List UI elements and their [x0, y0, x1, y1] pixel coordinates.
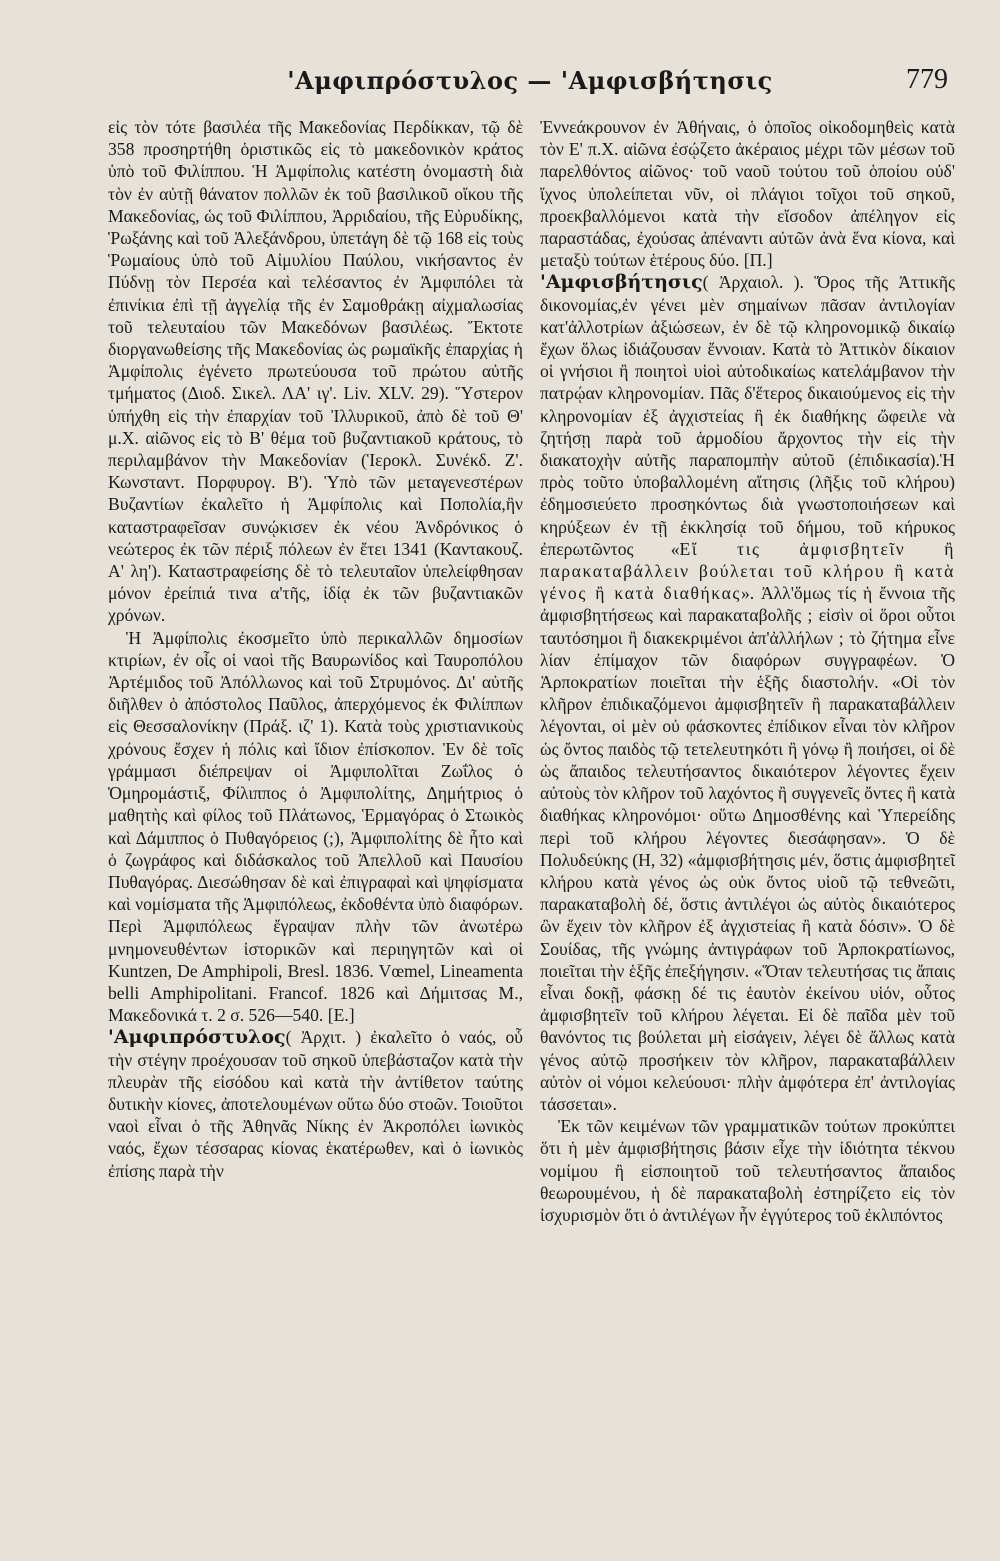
herald-quote: Εἴ τις ἀμφισβητεῖν ἢ παρακαταβάλλειν βούλεται τοῦ κλήρου ἢ κατὰ γένος ἢ κατὰ διαθήκας	[540, 538, 955, 604]
entry-label: ( Ἀρχαιολ. ).	[702, 272, 804, 293]
entry-text: Ὅρος τῆς Ἀττικῆς δικονομίας,ἐν γένει μὲν σημαίνων πᾶσαν ἀντιλογίαν κατ'ἀλλοτρίων ἀξιώσεων, ἐν δὲ τῷ κληρονομικῷ δικαίῳ ἔχων ὅλως ἰδιάζουσαν ἔννοιαν. Κατὰ τὸ Ἀττικὸν δίκαιον οἱ γνήσιοι ἢ ποιητοὶ υἱοὶ αὐτοδικαίως κατελάμβανον τὴν πατρῴαν κληρονομίαν. Πᾶς δ'ἕτερος δικαιούμενος εἰς τὴν κληρονομίαν ἐξ ἀγχιστείας ἢ ἐκ διαθήκης ὤφειλε νὰ ζητήσῃ παρὰ τοῦ ἁρμοδίου ἄρχοντος τὴν εἰς τὴν διακατοχὴν αὐτῆς παραπομπὴν αὐτοῦ (ἐπιδικασία).Ἡ πρὸς τοῦτο ὑποβαλλομένη αἴτησις (λῆξις τοῦ κλήρου) ἐδημοσιεύετο προσηκόντως διὰ γνωστοποιήσεων καὶ κηρύξεων ἐν τῇ ἐκκλησίᾳ τοῦ δήμου, τοῦ κήρυκος ἐπερωτῶντος «	[540, 272, 956, 559]
right-column	[540, 116, 955, 1226]
left-column	[108, 116, 523, 1182]
entry-text: ἐκαλεῖτο ὁ ναός, οὗ τὴν στέγην προέχουσαν τοῦ σηκοῦ ὑπεβάσταζον κατὰ τὴν πλευρὰν τῆς εἰσόδου καὶ κατὰ τὴν ἀντίθετον ταύτης δυτικὴν κίονες, ἀποτελουμένων οὕτω δύο στοῶν. Τοιοῦτοι ναοὶ εἶναι ὁ τῆς Ἀθηνᾶς Νίκης ἐν Ἀκροπόλει ἰωνικὸς ναός, ἔχων τέσσαρας κίονας ἑκατέρωθεν, καὶ ὁ ἰωνικὸς ἐπίσης παρὰ τὴν	[108, 1027, 524, 1181]
entry-amphisbetesis	[540, 271, 955, 1115]
left-paragraph-2: Ἡ Ἀμφίπολις ἐκοσμεῖτο ὑπὸ περικαλλῶν δημοσίων κτιρίων, ἐν οἷς οἱ ναοὶ τῆς Βαυρωνίδος καὶ Ταυροπόλου Ἀρτέμιδος τοῦ Ἀπόλλωνος καὶ τοῦ Στρυμόνος. Δι' αὐτῆς διῆλθεν ὁ ἀπόστολος Παῦλος, ἀπερχόμενος ἐκ Φιλίππων εἰς Θεσσαλονίκην (Πράξ. ιζ' 1). Κατὰ τοὺς χριστιανικοὺς χρόνους ἔσχεν ἡ πόλις καὶ ἴδιον ἐπίσκοπον. Ἐν δὲ τοῖς γράμμασι διέπρεψαν οἱ Ἀμφιπολῖται Ζωΐλος ὁ Ὁμηρομάστιξ, Φίλιππος ὁ Ἀμφιπολίτης, Δημήτριος ὁ μαθητὴς καὶ φίλος τοῦ Πλάτωνος, Ἑρμαγόρας ὁ Στωικὸς καὶ Δάμιππος ὁ Πυθαγόρειος (;), Ἀμφιπολίτης δὲ ἦτο καὶ ὁ ζωγράφος καὶ διδάσκαλος τοῦ Ἀπελλοῦ καὶ Παυσίου Πυθαγόρας. Διεσώθησαν δὲ καὶ ἐπιγραφαὶ καὶ ψηφίσματα καὶ νομίσματα τῆς Ἀμφιπόλεως, ἐκδοθέντα ὑπὸ διαφόρων. Περὶ Ἀμφιπόλεως ἔγραψαν πλὴν τῶν ἀνωτέρω μνημονευθέντων ἱστορικῶν καὶ περιηγητῶν καὶ οἱ Kuntzen, De Amphipoli, Bresl. 1836. Vœmel, Lineamenta belli Amphipolitani. Francof. 1826 καὶ Δήμιτσας Μ., Μακεδονικά τ. 2 σ. 526—540. [Ε.]	[108, 627, 523, 1026]
entry-text-continued: ». Ἀλλ'ὅμως τίς ἡ ἔννοια τῆς ἀμφισβητήσεως καὶ παρακαταβολῆς ; εἰσὶν οἱ ὅροι οὗτοι ταυτόσημοι ἢ διακεκριμένοι ἀπ'ἀλλήλων ; τὸ ζήτημα εἶνε λίαν ἐπίμαχον τῶν διαφόρων συγγραφέων. Ὁ Ἁρποκρατίων ποιεῖται τὴν ἑξῆς διαστολήν. «Οἱ τὸν κλῆρον ἐπιδικαζόμενοι ἀμφισβητεῖν ἢ παρακαταβάλλειν λέγονται, οἱ μὲν οὐ φάσκοντες ἐπίδικον εἶναι τὸν κλῆρον ὡς ὄντος παιδὸς τῷ τετελευτηκότι ἢ γόνῳ ἢ ποιήσει, οἱ δὲ ὡς ἄπαιδος τελευτήσαντος δικαιότερον λέγοντες ἔχειν αὐτοὺς τὸν κλῆρον τοῦ λαχόντος ἢ συγγενεῖς ὄντες ἢ κατὰ διαθήκας κληρονόμοι· οὕτω Δημοσθένης καὶ Ὑπερείδης περὶ τοῦ κλήρου λέγοντες διεσάφησαν». Ὁ δὲ Πολυδεύκης (Η, 32) «ἀμφισβήτησις μέν, ὅστις ἀμφισβητεῖ κλήρου κατὰ γένος ὡς οὐκ ὄντος υἱοῦ τῷ τεθνεῶτι, παρακαταβολὴ δέ, ὅστις ἀντιλέγοι ὡς αὐτὸς δικαιότερος ὢν ἔχειν τὸν κλῆρον ἐξ ἀγχιστείας ἢ κατὰ δόσιν». Ὁ δὲ Σουίδας, τῆς γνώμης ἀντιγράφων τοῦ Ἁρποκρατίωνος, ποιεῖται τὴν ἑξῆς ἐπεξήγησιν. «Ὅταν τελευτήσας τις ἄπαις εἶναι δοκῇ, φάσκῃ δέ τις ἑαυτὸν ἐκείνου υἱόν, οὗτος ἀμφισβητεῖν τοῦ κλήρου λέγεται. Εἰ δὲ παῖδα μὲν τοῦ θανόντος τις βούλεται μὴ εἰσάγειν, λέγει δὲ ἄλλως κατὰ γένος αὐτῷ προσήκειν τὸν κλῆρον, παρακαταβάλλειν αὐτὸν οἱ νόμοι κελεύουσι· πλὴν ἀμφότερα ἐπ' ἀντιλογίας τάσσεται».	[540, 583, 955, 1114]
right-paragraph-last: Ἐκ τῶν κειμένων τῶν γραμματικῶν τούτων προκύπτει ὅτι ἡ μὲν ἀμφισβήτησις βάσιν εἶχε τὴν ἰδιότητα τέκνου νομίμου ἢ εἰσποιητοῦ τοῦ τελευτήσαντος ἄπαιδος θεωρουμένου, ἡ δὲ παρακαταβολὴ ἐστηρίζετο εἰς τὸν ἰσχυρισμὸν ὅτι ὁ ἀντιλέγων ἦν ἐγγύτερος τοῦ ἐκλιπόντος	[540, 1116, 955, 1225]
entry-amphiprostylos	[108, 1026, 523, 1181]
entry-headword: 'Αμφισβήτησις	[540, 271, 703, 294]
right-paragraph-1: Ἐννεάκρουνον ἐν Ἀθήναις, ὁ ὁποῖος οἰκοδομηθεὶς κατὰ τὸν Ε' π.Χ. αἰῶνα ἐσῴζετο ἀκέραιος μέχρι τῶν μέσων τοῦ παρελθόντος αἰῶνος· τοῦ ναοῦ τούτου τοῦ ὁποίου οὐδ' ἴχνος ὑπολείπεται νῦν, οἱ πλάγιοι τοῖχοι τοῦ σηκοῦ, προεκβαλλόμενοι κατὰ τὴν εἴσοδον ἀπέληγον εἰς παραστάδας, ἐχούσας ἀπέναντι αὐτῶν ἀνὰ ἕνα κίονα, καὶ μεταξὺ τούτων ἑτέρους δύο. [Π.]	[540, 117, 955, 271]
left-paragraph-1: εἰς τὸν τότε βασιλέα τῆς Μακεδονίας Περδίκκαν, τῷ δὲ 358 προσηρτήθη ὁριστικῶς εἰς τὸ μακεδονικὸν κράτος ὑπὸ τοῦ Φιλίππου. Ἡ Ἀμφίπολις κατέστη ὀνομαστὴ διὰ τὸν ἐν αὐτῇ θάνατον πολλῶν ἐκ τοῦ βασιλικοῦ οἴκου τῆς Μακεδονίας, ὡς τοῦ Φιλίππου, Ἀρριδαίου, τῆς Εὐρυδίκης, Ῥωξάνης καὶ τοῦ Ἀλεξάνδρου, ὑπετάγη δὲ τῷ 168 εἰς τοὺς Ῥωμαίους ὑπὸ τοῦ Αἰμυλίου Παύλου, νικήσαντος ἐν Πύδνῃ τὸν Περσέα καὶ τελέσαντος ἐν Ἀμφιπόλει τὰ ἐπινίκια ἐπὶ τῇ ἀγγελίᾳ τῆς ἐν Σαμοθράκῃ αἰχμαλωσίας τοῦ τελευταίου τῶν Μακεδόνων βασιλέως. Ἔκτοτε διοργανωθείσης τῆς Μακεδονίας ὡς ρωμαϊκῆς ἐπαρχίας ἡ Ἀμφίπολις ἐγένετο πρωτεύουσα τοῦ πρώτου αὐτῆς τμήματος (Διοδ. Σικελ. ΛΑ' ιγ'. Liv. XLV. 29). Ὕστερον ὑπήχθη εἰς τὴν ἐπαρχίαν τοῦ Ἰλλυρικοῦ, ἀπὸ δὲ τοῦ Θ' μ.Χ. αἰῶνος εἰς τὸ Β' θέμα τοῦ βυζαντιακοῦ κράτους, τὸ περιλαμβάνον τὴν Μακεδονίαν (Ἱεροκλ. Συνέκδ. Ζ'. Κωνσταντ. Πορφυρογ. Β'). Ὑπὸ τῶν μεταγενεστέρων Βυζαντίων ἐκαλεῖτο ἡ Ἀμφίπολις καὶ Ποπολία,ἣν καταστραφεῖσαν συνῴκισεν ἐκ νέου Ἀνδρόνικος ὁ νεώτερος ἐκ τῶν πέριξ πόλεων ἐν ἔτει 1341 (Καντακουζ. Α' λη'). Καταστραφείσης δὲ τὸ τελευταῖον ὑπελείφθησαν μόνον ἐρείπιά τινα α'τῆς, ἰδίᾳ ἐκ τῶν βυζαντιακῶν χρόνων.	[108, 117, 523, 626]
page-number: 779	[906, 64, 948, 95]
running-head	[100, 62, 960, 102]
running-head-title: 'Αμφιπρόστυλος — 'Αμφισβήτησις	[287, 66, 773, 95]
entry-headword: 'Αμφιπρόστυλος	[108, 1026, 286, 1049]
entry-label: ( Ἀρχιτ. )	[285, 1027, 362, 1048]
